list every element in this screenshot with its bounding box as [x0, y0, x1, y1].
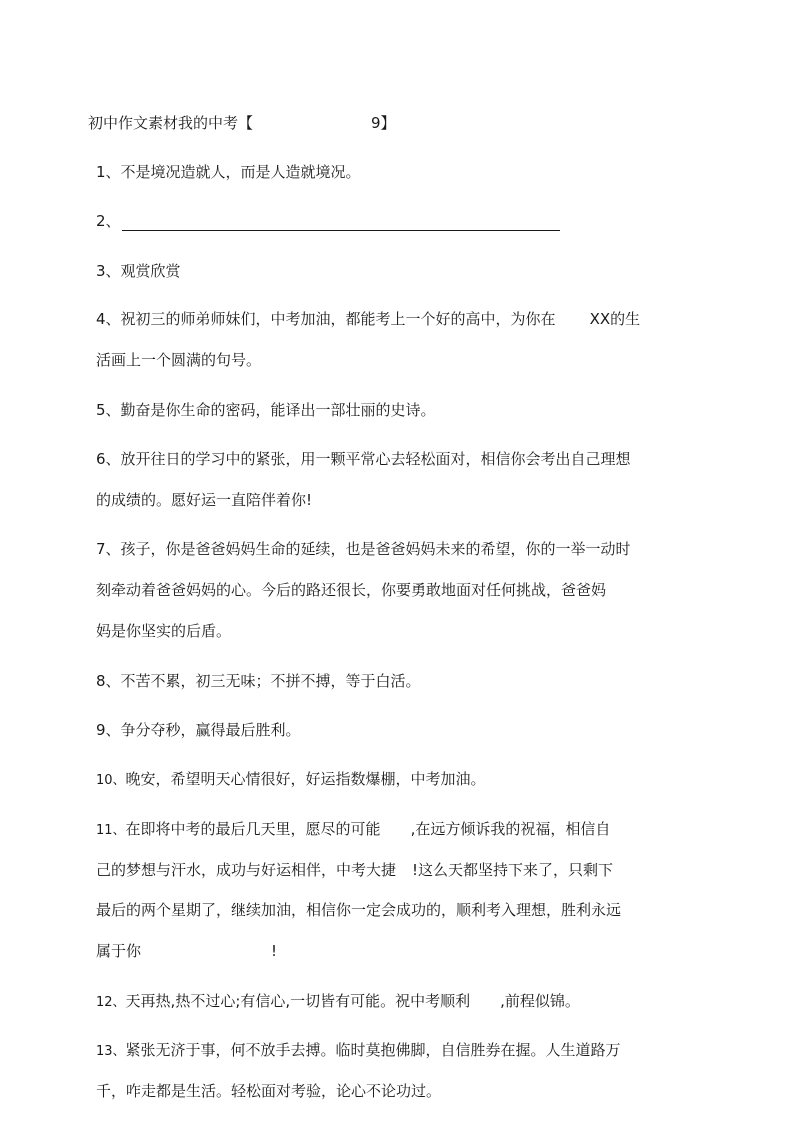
item-number: 6、 — [96, 450, 121, 468]
list-item-continuation — [96, 621, 231, 641]
item-text: XX的生 — [589, 310, 641, 328]
item-text: 孩子，你是爸爸妈妈生命的延续，也是爸爸妈妈未来的希望，你的一举一动时 — [120, 540, 631, 558]
list-item — [96, 1040, 621, 1060]
list-item-continuation — [96, 900, 621, 920]
list-item — [96, 309, 640, 329]
item-number: 5、 — [96, 401, 121, 419]
item-number: 13、 — [96, 1044, 126, 1059]
list-item — [96, 449, 631, 469]
list-item-continuation — [96, 350, 261, 370]
item-text: 天再热,热不过心;有信心,一切皆有可能。祝中考顺利 — [125, 992, 471, 1010]
item-text: 不是境况造就人，而是人造就境况。 — [120, 163, 361, 181]
item-number: 9、 — [96, 721, 121, 739]
item-number: 10、 — [96, 773, 126, 788]
item-text: ! — [271, 942, 278, 960]
item-text: ,在远方倾诉我的祝福，相信自 — [410, 820, 611, 838]
item-number: 7、 — [96, 540, 121, 558]
item-number: 11、 — [96, 823, 126, 838]
item-text: 不苦不累，初三无味；不拼不搏，等于白活。 — [120, 672, 421, 690]
list-item — [96, 720, 301, 740]
item-text: !这么天都坚持下来了，只剩下 — [412, 861, 614, 879]
list-item-continuation — [96, 580, 606, 600]
item-number: 12、 — [96, 995, 126, 1010]
item-text: 千，咋走都是生活。轻松面对考验，论心不论功过。 — [96, 1082, 442, 1100]
item-text: 活画上一个圆满的句号。 — [96, 351, 262, 369]
item-text: 在即将中考的最后几天里，愿尽的可能 — [125, 820, 381, 838]
item-text: 晚安，希望明天心情很好，好运指数爆棚，中考加油。 — [125, 770, 486, 788]
document-title — [88, 113, 396, 133]
list-item — [96, 769, 486, 789]
item-text: 放开往日的学习中的紧张，用一颗平常心去轻松面对，相信你会考出自己理想 — [120, 450, 631, 468]
list-item — [96, 819, 610, 839]
item-text: 属于你 — [96, 942, 142, 960]
item-text: 祝初三的师弟师妹们，中考加油，都能考上一个好的高中，为你在 — [120, 310, 556, 328]
title-prefix: 初中作文素材我的中考【 — [88, 114, 254, 132]
list-item — [96, 539, 631, 559]
list-item-continuation — [96, 490, 312, 510]
item-text: 勤奋是你生命的密码，能译出一部壮丽的史诗。 — [120, 401, 436, 419]
item-text: 的成绩的。愿好运一直陪伴着你! — [96, 491, 313, 509]
item-number: 3、 — [96, 262, 121, 280]
item-number: 4、 — [96, 310, 121, 328]
list-item — [96, 991, 580, 1011]
item-number: 2、 — [96, 212, 121, 230]
item-number: 8、 — [96, 672, 121, 690]
list-item — [96, 162, 361, 182]
list-item — [96, 671, 421, 691]
title-suffix: 9】 — [371, 114, 396, 132]
fill-in-blank-line — [122, 230, 560, 231]
item-text: 己的梦想与汗水，成功与好运相伴，中考大捷 — [96, 861, 397, 879]
list-item — [96, 261, 181, 281]
list-item — [96, 211, 121, 231]
list-item — [96, 400, 436, 420]
list-item-continuation — [96, 1081, 441, 1101]
item-text: 观赏欣赏 — [120, 262, 181, 280]
list-item-continuation — [96, 860, 613, 880]
item-text: 妈是你坚实的后盾。 — [96, 622, 232, 640]
item-text: 紧张无济于事，何不放手去搏。临时莫抱佛脚，自信胜券在握。人生道路万 — [125, 1041, 621, 1059]
item-text: 最后的两个星期了，继续加油，相信你一定会成功的，顺利考入理想，胜利永远 — [96, 901, 622, 919]
item-text: 刻牵动着爸爸妈妈的心。今后的路还很长，你要勇敢地面对任何挑战，爸爸妈 — [96, 581, 607, 599]
item-text: ,前程似锦。 — [500, 992, 580, 1010]
item-number: 1、 — [96, 163, 121, 181]
list-item-continuation — [96, 941, 277, 961]
item-text: 争分夺秒，赢得最后胜利。 — [120, 721, 301, 739]
